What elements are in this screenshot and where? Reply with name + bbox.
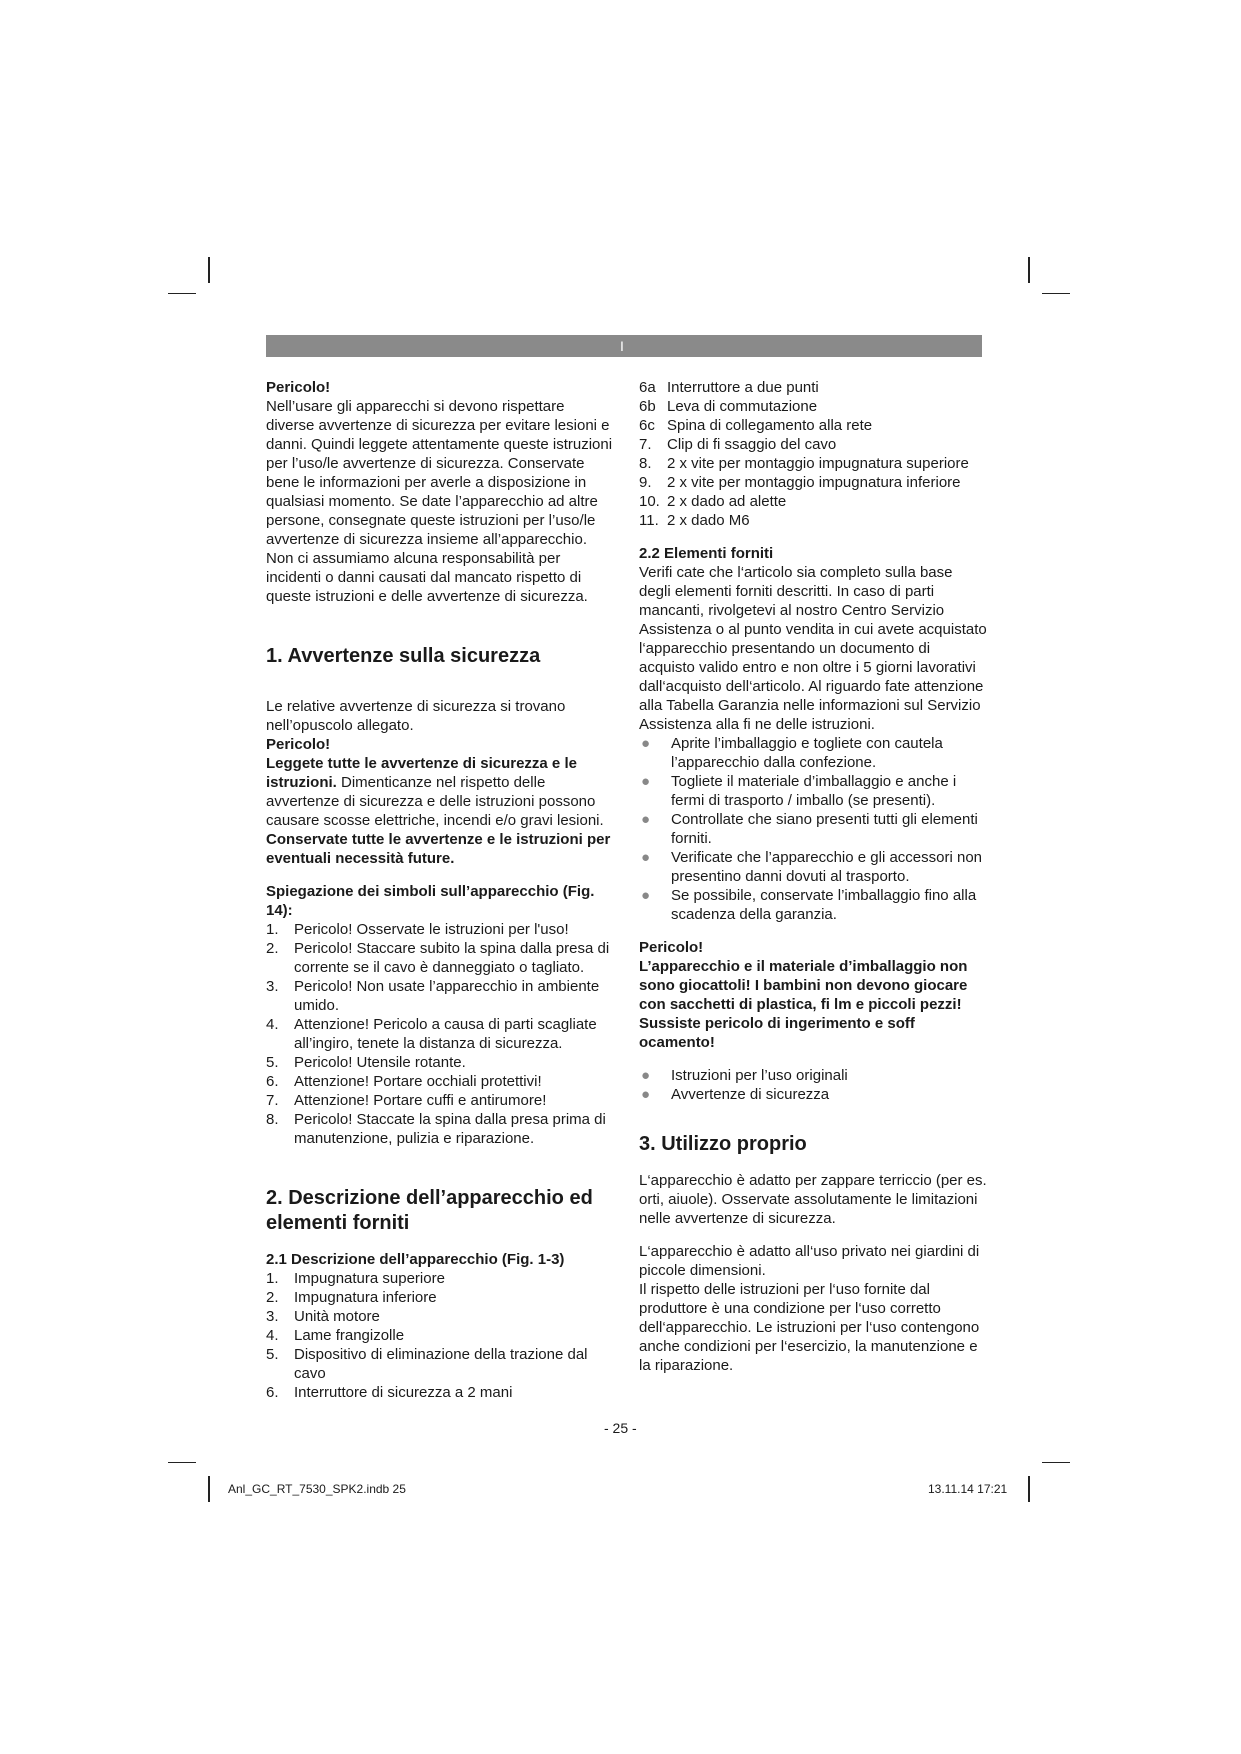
- list-item: 9. 2 x vite per montaggio impugnatura inferiore: [639, 474, 961, 491]
- list-item: 5. Pericolo! Utensile rotante.: [266, 1054, 466, 1071]
- parts-list: [266, 1269, 616, 1402]
- crop-mark: [208, 257, 210, 283]
- language-code: I: [620, 338, 624, 354]
- bullet-icon: ●: [641, 1067, 651, 1084]
- crop-mark: [1028, 1476, 1030, 1502]
- intro-text: Nell’usare gli apparecchi si devono rispettare diverse avvertenze di sicurezza per evitare lesioni e danni. Quindi leggete attentamente queste istruzioni per l’uso/le avvertenze di sicurezza. Conservate bene le informazioni per averle a disposizione in qualsiasi momento. Se date l’apparecchio ad altre persone, consegnate queste istruzioni per l’uso/le avvertenze di sicurezza insieme all’apparecchio. Non ci assumiamo alcuna responsabilità per incidenti o danni causati dal mancato rispetto di queste istruzioni e delle avvertenze di sicurezza.: [266, 398, 613, 605]
- list-item: 6a Interruttore a due punti: [639, 379, 819, 396]
- list-item: 6c Spina di collegamento alla rete: [639, 417, 873, 434]
- list-item: 2. Pericolo! Staccare subito la spina dalla presa di corrente se il cavo è danneggiato o tagliato.: [266, 940, 610, 976]
- list-item: 7. Clip di fi ssaggio del cavo: [639, 436, 837, 453]
- parts-list-continued: [639, 378, 987, 530]
- symbols-list: [266, 920, 616, 1148]
- crop-mark: [1042, 293, 1070, 294]
- bullet-icon: ●: [641, 811, 651, 828]
- section-2-title: 2. Descrizione dell’apparecchio ed elementi forniti: [266, 1187, 593, 1234]
- intro-warning-heading: Pericolo!: [266, 379, 331, 396]
- list-item: 7. Attenzione! Portare cuffi e antirumore!: [266, 1092, 547, 1109]
- list-item: 11. 2 x dado M6: [639, 512, 750, 529]
- section-1-paragraph: [266, 754, 616, 830]
- bullet-icon: ●: [641, 849, 651, 866]
- section-1-title: 1. Avvertenze sulla sicurezza: [266, 645, 541, 667]
- section-1-bold-lead: Leggete tutte le avvertenze di sicurezza e le istruzioni.: [266, 755, 577, 791]
- section-2-1-heading: 2.1 Descrizione dell’apparecchio (Fig. 1-3): [266, 1251, 565, 1268]
- source-file-label: Anl_GC_RT_7530_SPK2.indb 25: [228, 1482, 406, 1496]
- list-item: ● Istruzioni per l’uso originali: [641, 1067, 848, 1084]
- section-1-text: Le relative avvertenze di sicurezza si trovano nell’opuscolo allegato.: [266, 698, 566, 734]
- symbols-heading: Spiegazione dei simboli sull’apparecchio (Fig. 14):: [266, 883, 595, 919]
- list-item: 2. Impugnatura inferiore: [266, 1289, 437, 1306]
- right-column: [639, 378, 987, 1375]
- print-timestamp: 13.11.14 17:21: [928, 1482, 1008, 1496]
- bullet-icon: ●: [641, 735, 651, 752]
- packaging-warning-text: L’apparecchio e il materiale d’imballaggio non sono giocattoli! I bambini non devono giocare con sacchetti di plastica, fi lm e piccoli pezzi! Sussiste pericolo di ingerimento e soff ocamento!: [639, 958, 968, 1051]
- crop-mark: [1028, 257, 1030, 283]
- list-item: 10. 2 x dado ad alette: [639, 493, 787, 510]
- list-item: 3. Unità motore: [266, 1308, 380, 1325]
- list-item: 8. 2 x vite per montaggio impugnatura superiore: [639, 455, 969, 472]
- page-number: - 25 -: [604, 1420, 637, 1436]
- section-3-title: 3. Utilizzo proprio: [639, 1133, 807, 1155]
- section-3-paragraph-1: L‘apparecchio è adatto per zappare terriccio (per es. orti, aiuole). Osservate assolutamente le limitazioni nelle avvertenze di sicurezza.: [639, 1172, 987, 1227]
- section-1-warning: Pericolo!: [266, 736, 331, 753]
- list-item: ● Controllate che siano presenti tutti gli elementi forniti.: [641, 811, 978, 847]
- list-item: 1. Impugnatura superiore: [266, 1270, 445, 1287]
- list-item: 6b Leva di commutazione: [639, 398, 818, 415]
- section-1-keep-note: Conservate tutte le avvertenze e le istruzioni per eventuali necessità future.: [266, 831, 611, 867]
- list-item: 5. Dispositivo di eliminazione della trazione dal cavo: [266, 1346, 588, 1382]
- section-3-paragraph-2: L‘apparecchio è adatto all‘uso privato nei giardini di piccole dimensioni.: [639, 1243, 980, 1279]
- list-item: ● Se possibile, conservate l’imballaggio fino alla scadenza della garanzia.: [641, 887, 977, 923]
- list-item: ● Verificate che l’apparecchio e gli accessori non presentino danni dovuti al trasporto.: [641, 849, 983, 885]
- section-3-paragraph-3: Il rispetto delle istruzioni per l‘uso fornite dal produttore è una condizione per l‘uso corretto dell‘apparecchio. Le istruzioni per l‘uso contengono anche condizioni per l‘esercizio, la manutenzione e la riparazione.: [639, 1281, 980, 1374]
- list-item: ● Aprite l’imballaggio e togliete con cautela l’apparecchio dalla confezione.: [641, 735, 943, 771]
- bullet-icon: ●: [641, 887, 651, 904]
- language-header-bar: [266, 335, 982, 357]
- section-2-2-text: Verifi cate che l‘articolo sia completo sulla base degli elementi forniti descritti. In caso di parti mancanti, rivolgetevi al nostro Centro Servizio Assistenza o al punto vendita in cui avete acquistato l‘apparecchio presentando un documento di acquisto valido entro e non oltre i 5 giorni lavorativi dall‘acquisto dell‘articolo. Al riguardo fate attenzione alla Tabella Garanzia nelle informazioni sul Servizio Assistenza alla fi ne delle istruzioni.: [639, 564, 987, 733]
- list-item: 3. Pericolo! Non usate l’apparecchio in ambiente umido.: [266, 978, 600, 1014]
- left-column: [266, 378, 616, 1402]
- crop-mark: [208, 1476, 210, 1502]
- packaging-warning-heading: Pericolo!: [639, 939, 704, 956]
- list-item: 8. Pericolo! Staccate la spina dalla presa prima di manutenzione, pulizia e riparazione.: [266, 1111, 606, 1147]
- section-1-body: Dimenticanze nel rispetto delle avvertenze di sicurezza e delle istruzioni possono causare scosse elettriche, incendi e/o gravi lesioni.: [266, 774, 604, 829]
- crop-mark: [168, 293, 196, 294]
- bullet-icon: ●: [641, 1086, 651, 1103]
- list-item: 6. Interruttore di sicurezza a 2 mani: [266, 1384, 513, 1401]
- included-documents-list: [639, 1066, 987, 1104]
- list-item: 6. Attenzione! Portare occhiali protettivi!: [266, 1073, 542, 1090]
- list-item: 4. Lame frangizolle: [266, 1327, 405, 1344]
- list-item: ● Avvertenze di sicurezza: [641, 1086, 830, 1103]
- crop-mark: [168, 1462, 196, 1463]
- section-2-2-heading: 2.2 Elementi forniti: [639, 545, 774, 562]
- list-item: 4. Attenzione! Pericolo a causa di parti scagliate all’ingiro, tenete la distanza di sicurezza.: [266, 1016, 597, 1052]
- crop-mark: [1042, 1462, 1070, 1463]
- bullet-icon: ●: [641, 773, 651, 790]
- delivery-checklist: [639, 734, 987, 924]
- list-item: ● Togliete il materiale d’imballaggio e anche i fermi di trasporto / imballo (se presenti).: [641, 773, 957, 809]
- list-item: 1. Pericolo! Osservate le istruzioni per l'uso!: [266, 921, 569, 938]
